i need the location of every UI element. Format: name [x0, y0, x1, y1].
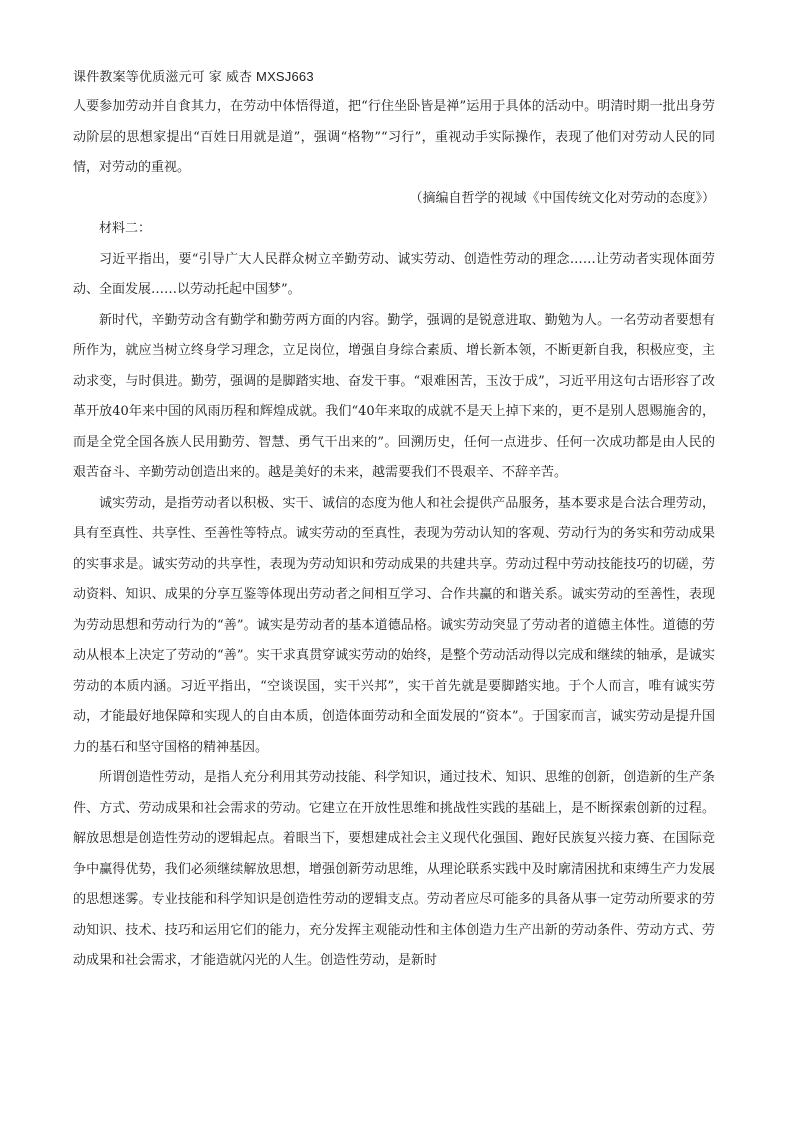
paragraph-intro: 人要参加劳动并自食其力，在劳动中体悟得道，把“行住坐卧皆是禅”运用于具体的活动中。明清时期一批出身劳动阶层的思想家提出“百姓日用就是道”，强调“格物”“习行”，重视动手实际操作，表现了他们对劳动人民的同情，对劳动的重视。 — [73, 99, 715, 175]
document-body — [73, 92, 715, 977]
page-header: 课件教案等优质滋元可 家 威杏 MXSJ663 — [73, 69, 314, 84]
paragraph-diligent-labor: 新时代，辛勤劳动含有勤学和勤劳两方面的内容。勤学，强调的是锐意进取、勤勉为人。一名劳动者要想有所作为，就应当树立终身学习理念，立足岗位，增强自身综合素质、增长新本领，不断更新自我，积极应变，主动求变，与时俱进。勤劳，强调的是脚踏实地、奋发干事。“艰难困苦，玉汝于成”，习近平用这句古语形容了改革开放40年来中国的风雨历程和辉煌成就。我们“40年来取的成就不是天上掉下来的，更不是别人恩赐施舍的，而是全党全国各族人民用勤劳、智慧、勇气干出来的”。回溯历史，任何一点进步、任何一次成功都是由人民的艰苦奋斗、辛勤劳动创造出来的。越是美好的未来，越需要我们不畏艰辛、不辞辛苦。 — [73, 312, 715, 480]
paragraph-honest-labor: 诚实劳动，是指劳动者以积极、实干、诚信的态度为他人和社会提供产品服务，基本要求是合法合理劳动，具有至真性、共享性、至善性等特点。诚实劳动的至真性，表现为劳动认知的客观、劳动行为的务实和劳动成果的实事求是。诚实劳动的共享性，表现为劳动知识和劳动成果的共建共享。劳动过程中劳动技能技巧的切磋，劳动资料、知识、成果的分享互鉴等体现出劳动者之间相互学习、合作共赢的和谐关系。诚实劳动的至善性，表现为劳动思想和劳动行为的“善”。诚实是劳动者的基本道德品格。诚实劳动突显了劳动者的道德主体性。道德的劳动从根本上决定了劳动的“善”。实干求真贯穿诚实劳动的始终，是整个劳动活动得以完成和继续的轴承，是诚实劳动的本质内涵。习近平指出，“空谈误国，实干兴邦”，实干首先就是要脚踏实地。于个人而言，唯有诚实劳动，才能最好地保障和实现人的自由本质，创造体面劳动和全面发展的“资本”。于国家而言，诚实劳动是提升国力的基石和坚守国格的精神基因。 — [73, 495, 715, 755]
citation: （摘编自哲学的视域《中国传统文化对劳动的态度》） — [409, 190, 715, 206]
section-label: 材料二： — [99, 221, 152, 236]
paragraph-creative-labor: 所谓创造性劳动，是指人充分利用其劳动技能、科学知识，通过技术、知识、思维的创新，创造新的生产条件、方式、劳动成果和社会需求的劳动。它建立在开放性思维和挑战性实践的基础上，是不断探索创新的过程。解放思想是创造性劳动的逻辑起点。着眼当下，要想建成社会主义现代化强国、跑好民族复兴接力赛、在国际竞争中赢得优势，我们必须继续解放思想，增强创新劳动思维，从理论联系实践中及时廓清困扰和束缚生产力发展的思想迷雾。专业技能和科学知识是创造性劳动的逻辑支点。劳动者应尽可能多的具备从事一定劳动所要求的劳动知识、技术、技巧和运用它们的能力，充分发挥主观能动性和主体创造力生产出新的劳动条件、劳动方式、劳动成果和社会需求，才能造就闪光的人生。创造性劳动，是新时 — [73, 770, 715, 968]
paragraph-quote: 习近平指出，要“引导广大人民群众树立辛勤劳动、诚实劳动、创造性劳动的理念……让劳动者实现体面劳动、全面发展……以劳动托起中国梦”。 — [73, 251, 715, 297]
